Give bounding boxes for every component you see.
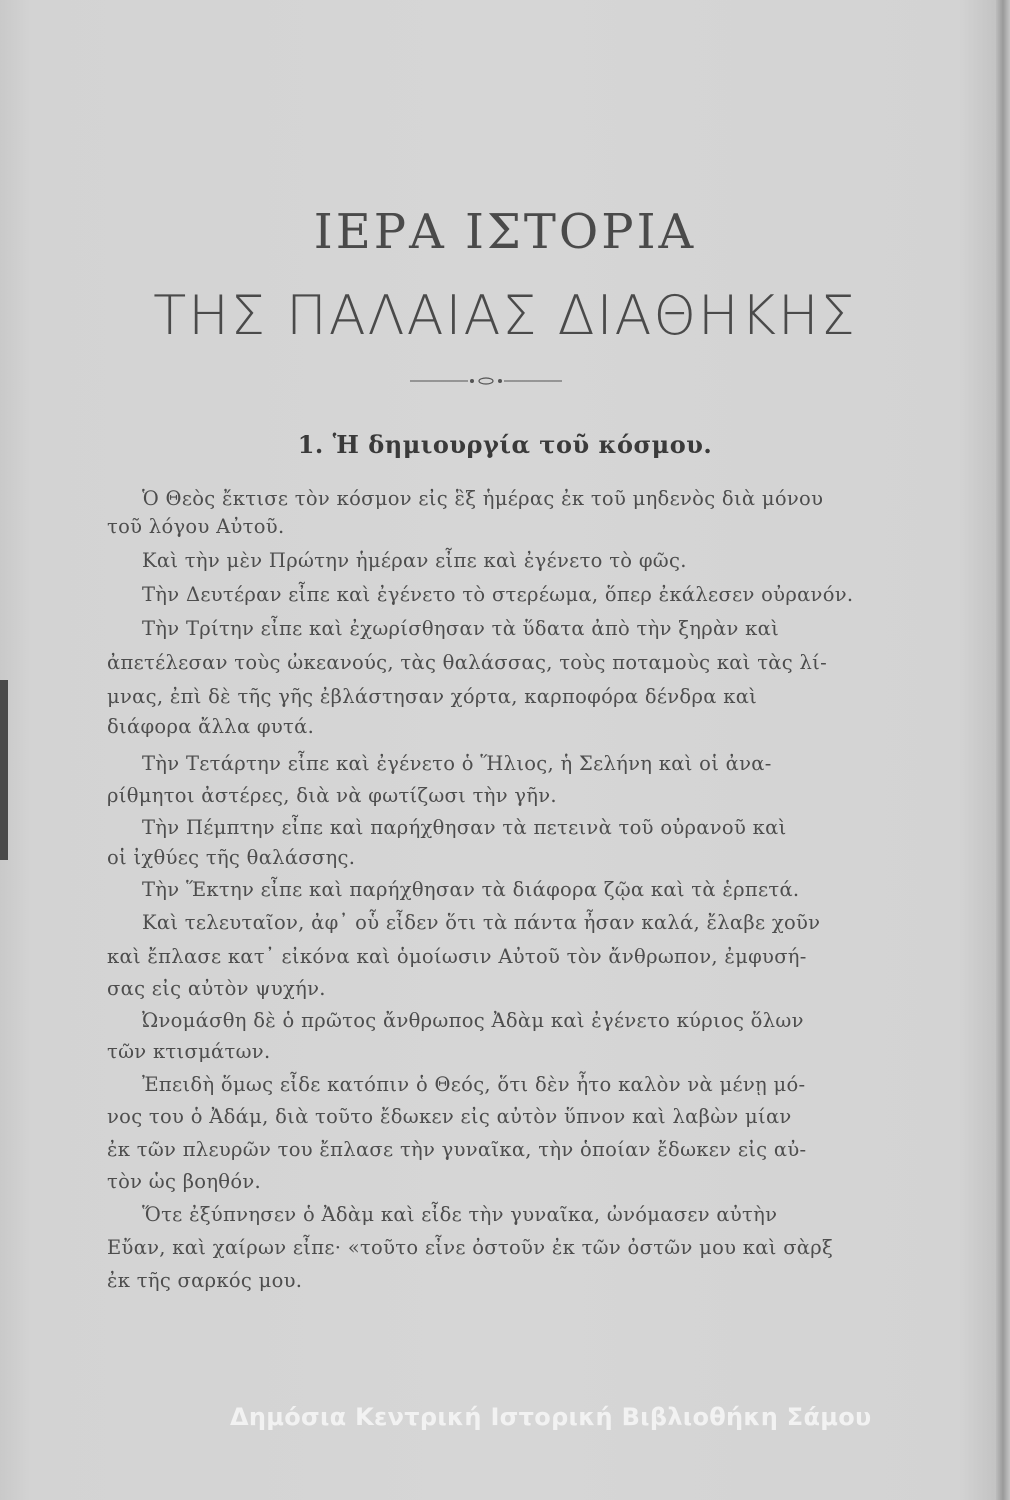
text-line: Εὔαν, καὶ χαίρων εἶπε· «τοῦτο εἶνε ὀστοῦν ἐκ τῶν ὀστῶν μου καὶ σὰρξ — [107, 1236, 834, 1259]
text-line: σας εἰς αὐτὸν ψυχήν. — [107, 977, 326, 1000]
text-line: ἐκ τῆς σαρκός μου. — [107, 1269, 303, 1292]
text-line: ἐκ τῶν πλευρῶν του ἔπλασε τὴν γυναῖκα, τὴν ὁποίαν ἔδωκεν εἰς αὐ- — [107, 1138, 807, 1161]
text-line: Ὅτε ἐξύπνησεν ὁ Ἀδὰμ καὶ εἶδε τὴν γυναῖκα, ὠνόμασεν αὐτὴν — [142, 1203, 778, 1226]
text-line: τοῦ λόγου Αὐτοῦ. — [107, 515, 285, 538]
text-line: Καὶ τὴν μὲν Πρώτην ἡμέραν εἶπε καὶ ἐγένετο τὸ φῶς. — [142, 549, 687, 572]
library-watermark: Δημόσια Κεντρική Ιστορική Βιβλιοθήκη Σάμου — [230, 1403, 872, 1431]
text-line: Ὠνομάσθη δὲ ὁ πρῶτος ἄνθρωπος Ἀδὰμ καὶ ἐγένετο κύριος ὅλων — [142, 1009, 804, 1032]
text-line: Τὴν Τρίτην εἶπε καὶ ἐχωρίσθησαν τὰ ὕδατα ἀπὸ τὴν ξηρὰν καὶ — [142, 617, 780, 640]
title-line-2: ΤΗΣ ΠΑΛΑΙΑΣ ΔΙΑΘΗΚΗΣ — [153, 284, 857, 347]
text-line: διάφορα ἄλλα φυτά. — [107, 715, 315, 738]
text-line: Τὴν Πέμπτην εἶπε καὶ παρήχθησαν τὰ πετεινὰ τοῦ οὐρανοῦ καὶ — [142, 816, 787, 839]
text-line: ρίθμητοι ἀστέρες, διὰ νὰ φωτίζωσι τὴν γῆν. — [107, 784, 557, 807]
text-line: οἱ ἰχθύες τῆς θαλάσσης. — [107, 846, 356, 869]
text-line: Ἐπειδὴ ὅμως εἶδε κατόπιν ὁ Θεός, ὅτι δὲν ἦτο καλὸν νὰ μένῃ μό- — [142, 1073, 806, 1096]
text-line: ἀπετέλεσαν τοὺς ὠκεανούς, τὰς θαλάσσας, τοὺς ποταμοὺς καὶ τὰς λί- — [107, 651, 827, 674]
text-line: τὸν ὡς βοηθόν. — [107, 1170, 262, 1193]
text-line: μνας, ἐπὶ δὲ τῆς γῆς ἐβλάστησαν χόρτα, καρποφόρα δένδρα καὶ — [107, 685, 758, 708]
text-line: Τὴν Ἕκτην εἶπε καὶ παρήχθησαν τὰ διάφορα ζῷα καὶ τὰ ἑρπετά. — [142, 878, 800, 901]
text-line: τῶν κτισμάτων. — [107, 1040, 271, 1063]
text-line: καὶ ἔπλασε κατ᾽ εἰκόνα καὶ ὁμοίωσιν Αὐτοῦ τὸν ἄνθρωπον, ἐμφυσή- — [107, 945, 807, 968]
text-line: Τὴν Δευτέραν εἶπε καὶ ἐγένετο τὸ στερέωμα, ὅπερ ἐκάλεσεν οὐρανόν. — [142, 583, 854, 606]
title-line-1: ΙΕΡΑ ΙΣΤΟΡΙΑ — [313, 204, 697, 260]
section-heading: 1. Ἡ δημιουργία τοῦ κόσμου. — [297, 430, 713, 459]
text-line: Καὶ τελευταῖον, ἀφ᾽ οὗ εἶδεν ὅτι τὰ πάντα ἦσαν καλά, ἔλαβε χοῦν — [142, 911, 821, 934]
text-line: Τὴν Τετάρτην εἶπε καὶ ἐγένετο ὁ Ἥλιος, ἡ Σελήνη καὶ οἱ ἀνα- — [142, 752, 772, 775]
text-line: νος του ὁ Ἀδάμ, διὰ τοῦτο ἔδωκεν εἰς αὐτὸν ὕπνον καὶ λαβὼν μίαν — [107, 1105, 792, 1128]
page-edge-shadow — [0, 680, 8, 860]
text-line: Ὁ Θεὸς ἔκτισε τὸν κόσμον εἰς ἓξ ἡμέρας ἐκ τοῦ μηδενὸς διὰ μόνου — [142, 487, 824, 510]
divider-ornament — [408, 371, 564, 391]
